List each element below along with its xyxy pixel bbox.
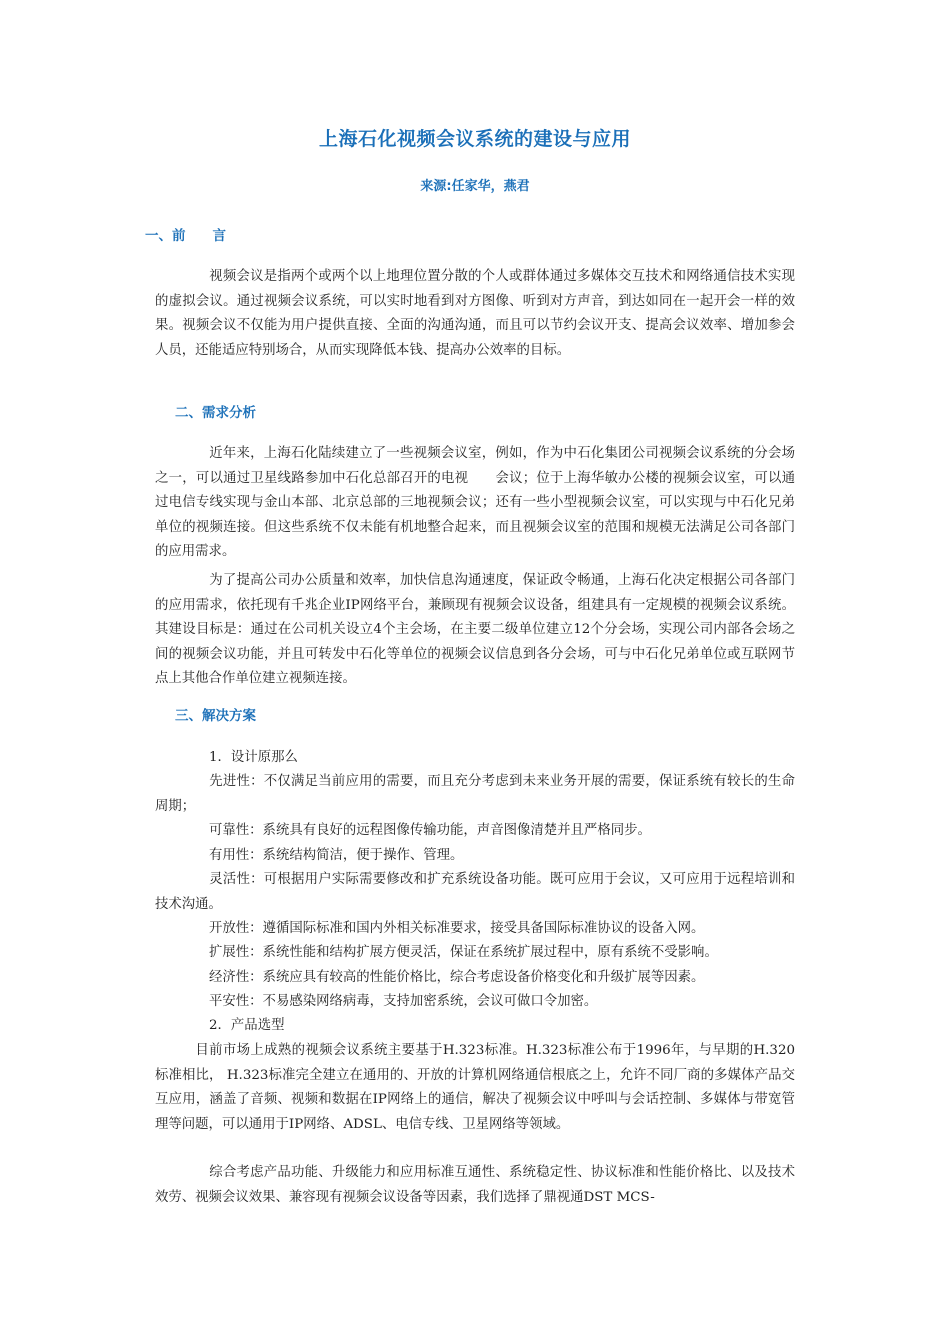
principle-reliability: 可靠性：系统具有良好的远程图像传输功能，声音图像清楚并且严格同步。 (209, 823, 651, 838)
paragraph-text: 近年来，上海石化陆续建立了一些视频会议室，例如，作为中石化集团公司视频会议系统的分会场之一，可以通过卫星线路参加中石化总部召开的电视 会议；位于上海华敏办公楼的视频会议室，可以通过电信专线实现与金山本部、北京总部的三地视频会议；还有一些小型视频会议室，可以实现与中石化兄弟单位的视频连接。但这些系统不仅未能有机地整合起来，而且视频会议室的范围和规模无法满足公司各部门的应用需求。 (155, 446, 795, 559)
principle-safety: 平安性：不易感染网络病毒，支持加密系统，会议可做口令加密。 (209, 994, 598, 1009)
principle-usability: 有用性：系统结构简洁，便于操作、管理。 (209, 848, 464, 863)
principle-economy: 经济性：系统应具有较高的性能价格比，综合考虑设备价格变化和升级扩展等因素。 (209, 970, 705, 985)
principle-openness: 开放性：遵循国际标准和国内外相关标准要求，接受具备国际标准协议的设备入网。 (209, 921, 705, 936)
paragraph-text: 先进性：不仅满足当前应用的需要，而且充分考虑到未来业务开展的需要，保证系统有较长的生命周期； (155, 774, 795, 814)
document-source: 来源:任家华，燕君 (420, 179, 530, 194)
paragraph-preface (155, 265, 795, 363)
paragraph-text: 综合考虑产品功能、升级能力和应用标准互通性、系统稳定性、协议标准和性能价格比、以及技术效劳、视频会议效果、兼容现有视频会议设备等因素，我们选择了鼎视通DST MCS- (155, 1165, 795, 1205)
paragraph-requirements-2 (155, 569, 795, 692)
paragraph-h323 (155, 1039, 795, 1137)
document-title: 上海石化视频会议系统的建设与应用 (318, 128, 631, 150)
subheading-product-selection: 2．产品选型 (209, 1018, 285, 1033)
paragraph-text: 视频会议是指两个或两个以上地理位置分散的个人或群体通过多媒体交互技术和网络通信技术实现的虚拟会议。通过视频会议系统，可以实时地看到对方图像、听到对方声音，到达如同在一起开会一样的效果。视频会议不仅能为用户提供直接、全面的沟通沟通，而且可以节约会议开支、提高会议效率、增加参会人员，还能适应特别场合，从而实现降低本钱、提高办公效率的目标。 (155, 269, 795, 358)
section-heading-requirements: 二、需求分析 (175, 405, 256, 421)
principle-extensibility: 扩展性：系统性能和结构扩展方便灵活，保证在系统扩展过程中，原有系统不受影响。 (209, 945, 718, 960)
paragraph-text: 灵活性：可根据用户实际需要修改和扩充系统设备功能。既可应用于会议，又可应用于远程培训和技术沟通。 (155, 872, 795, 912)
paragraph-requirements-1 (155, 442, 795, 565)
principle-advanced (155, 770, 795, 819)
section-heading-solution: 三、解决方案 (175, 708, 256, 724)
paragraph-product-choice (155, 1161, 795, 1210)
section-heading-preface: 一、前 言 (145, 228, 226, 244)
paragraph-text: 目前市场上成熟的视频会议系统主要基于H.323标准。H.323标准公布于1996年，与早期的H.320标准相比， H.323标准完全建立在通用的、开放的计算机网络通信根底之上，允许不同厂商的多媒体产品交互应用，涵盖了音频、视频和数据在IP网络上的通信，解决了视频会议中呼叫与会话控制、多媒体与带宽管理等问题，可以通用于IP网络、ADSL、电信专线、卫星网络等领域。 (155, 1043, 795, 1132)
paragraph-text: 为了提高公司办公质量和效率，加快信息沟通速度，保证政令畅通，上海石化决定根据公司各部门的应用需求，依托现有千兆企业IP网络平台，兼顾现有视频会议设备，组建具有一定规模的视频会议系统。其建设目标是：通过在公司机关设立4个主会场，在主要二级单位建立12个分会场，实现公司内部各会场之间的视频会议功能，并且可转发中石化等单位的视频会议信息到各分会场，可与中石化兄弟单位或互联网节点上其他合作单位建立视频连接。 (155, 573, 795, 686)
subheading-design-principles: 1．设计原那么 (209, 750, 298, 765)
principle-flexibility (155, 868, 795, 917)
